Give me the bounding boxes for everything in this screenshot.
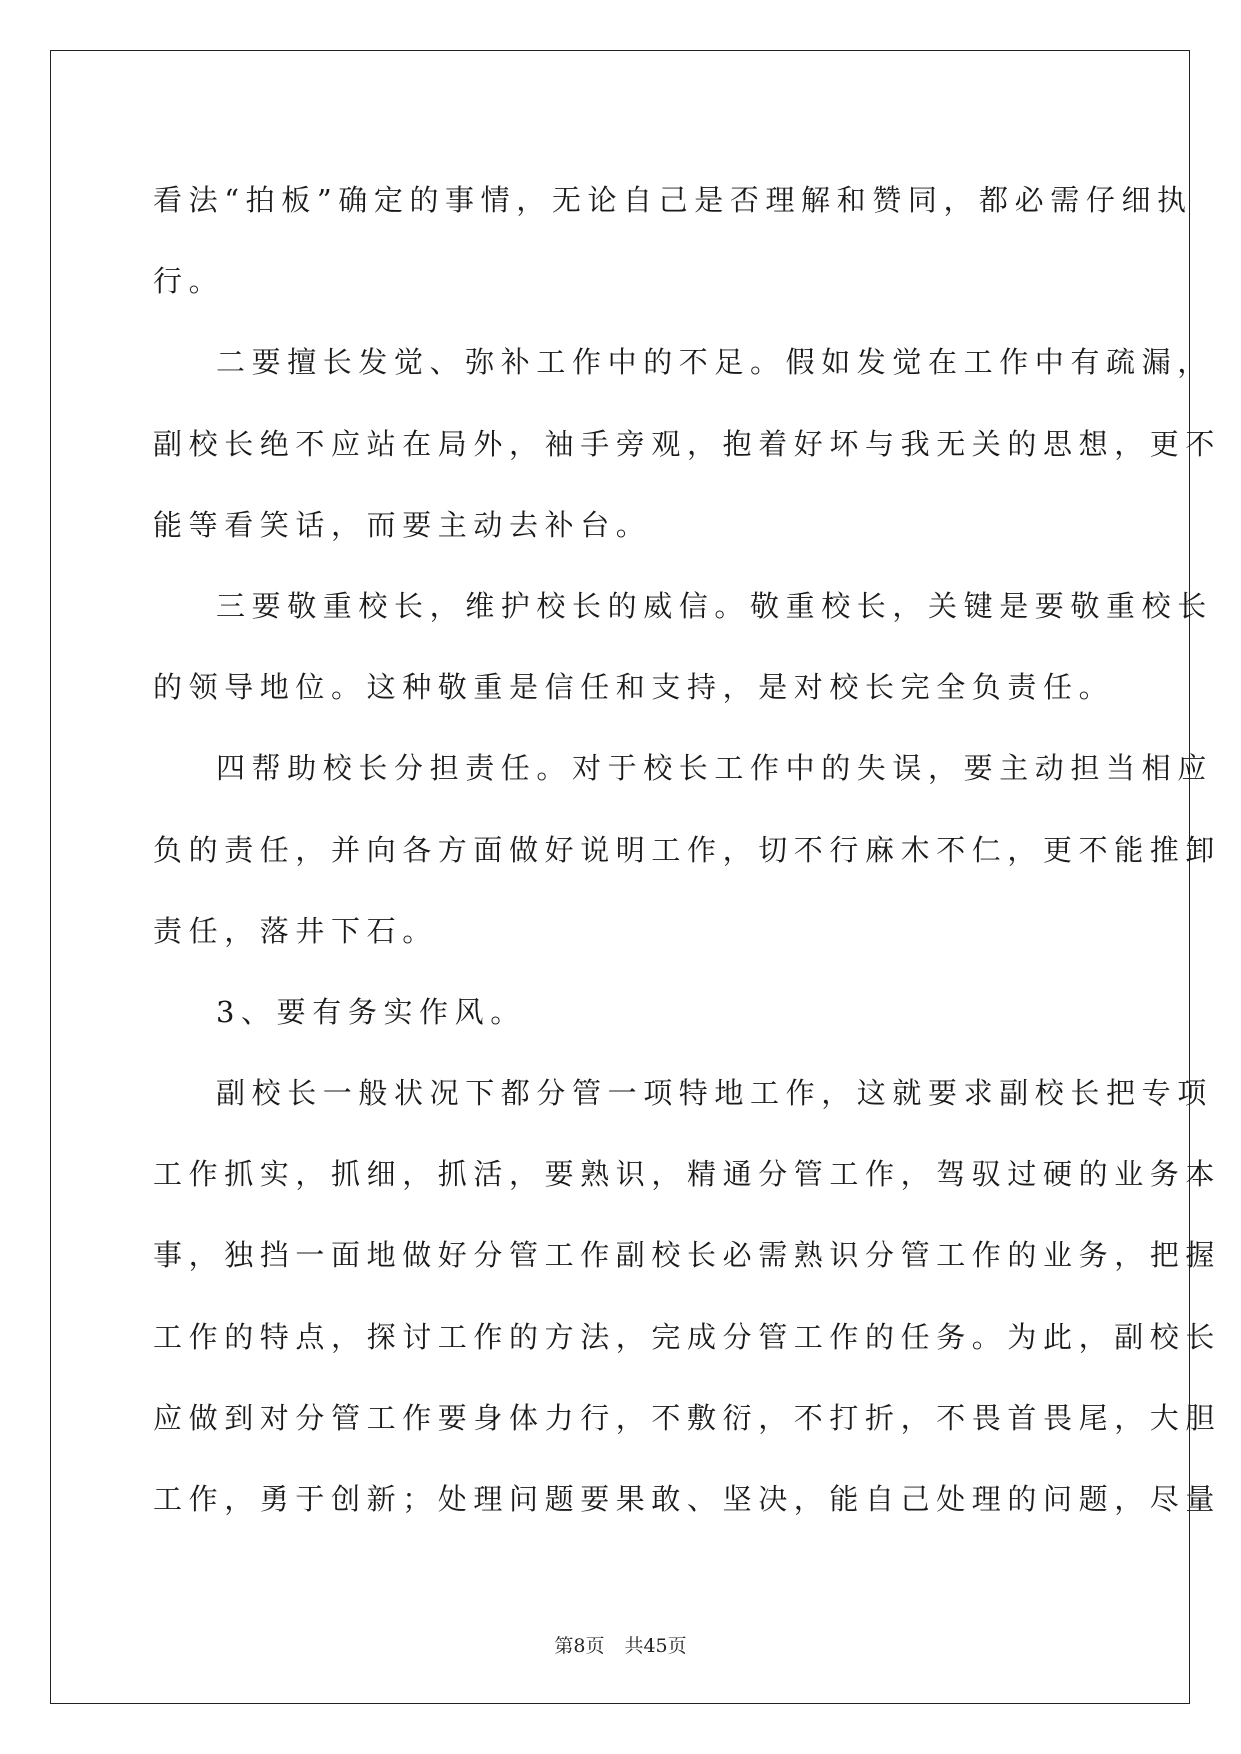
text-line: 二要擅长发觉、弥补工作中的不足。假如发觉在工作中有疏漏，: [216, 345, 1213, 380]
document-body: [153, 160, 1222, 1540]
paragraph: [153, 160, 1193, 322]
text-line: 三要敬重校长，维护校长的威信。敬重校长，关键是要敬重校长: [216, 588, 1213, 623]
text-line: 事，独挡一面地做好分管工作副校长必需熟识分管工作的业务，把握: [153, 1238, 1222, 1273]
paragraph: [153, 1053, 1222, 1540]
text-line: 负的责任，并向各方面做好说明工作，切不行麻木不仁，更不能推卸: [153, 832, 1222, 867]
text-line: 看法“拍板”确定的事情，无论自己是否理解和赞同，都必需仔细执: [153, 183, 1193, 217]
text-line: 能等看笑话，而要主动去补台。: [153, 507, 652, 542]
text-line: 3、要有务实作风。: [216, 994, 526, 1029]
text-line: 工作抓实，抓细，抓活，要熟识，精通分管工作，驾驭过硬的业务本: [153, 1157, 1222, 1192]
paragraph: [153, 322, 1222, 566]
text-line: 副校长绝不应站在局外，袖手旁观，抱着好坏与我无关的思想，更不: [153, 426, 1222, 461]
text-line: 四帮助校长分担责任。对于校长工作中的失误，要主动担当相应: [216, 751, 1213, 786]
text-line: 的领导地位。这种敬重是信任和支持，是对校长完全负责任。: [153, 670, 1115, 705]
text-line: 副校长一般状况下都分管一项特地工作，这就要求副校长把专项: [216, 1076, 1213, 1111]
text-line: 工作，勇于创新；处理问题要果敢、坚决，能自己处理的问题，尽量: [153, 1482, 1222, 1516]
paragraph: [153, 728, 1222, 972]
text-line: 行。: [153, 264, 225, 299]
paragraph: [153, 972, 1093, 1053]
paragraph: [153, 566, 1213, 728]
text-line: 责任，落井下石。: [153, 913, 438, 948]
text-line: 应做到对分管工作要身体力行，不敷衍，不打折，不畏首畏尾，大胆: [153, 1400, 1222, 1435]
page-footer: [0, 1631, 1241, 1658]
total-pages-label: 共45页: [624, 1635, 687, 1657]
current-page-label: 第8页: [554, 1635, 605, 1657]
text-line: 工作的特点，探讨工作的方法，完成分管工作的任务。为此，副校长: [153, 1319, 1222, 1354]
